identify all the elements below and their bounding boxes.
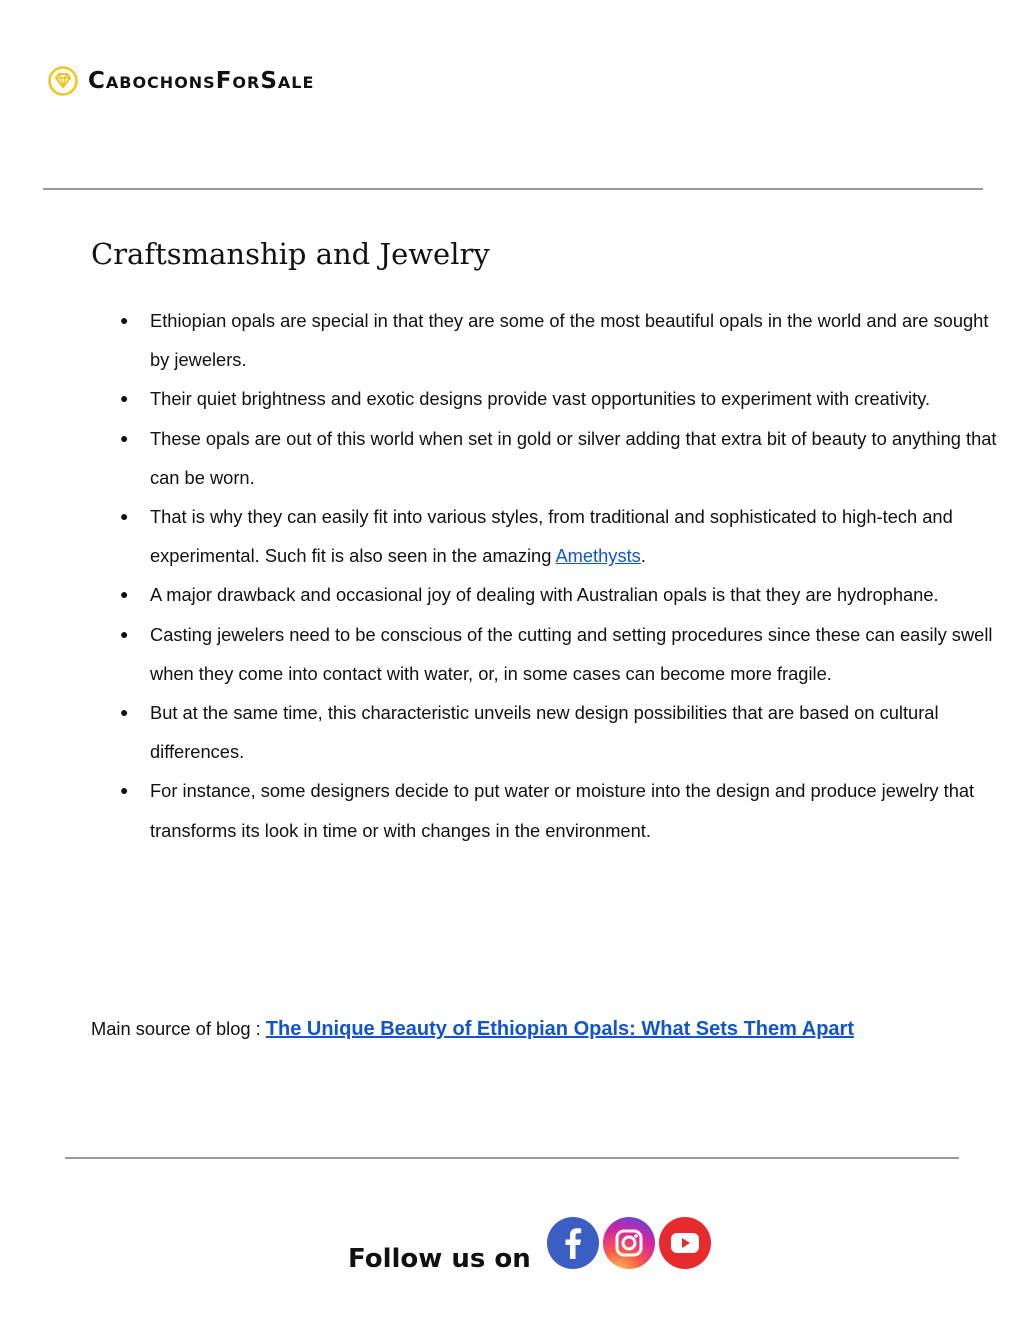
bullet-icon: ● [120, 586, 129, 603]
facebook-icon[interactable] [547, 1217, 599, 1269]
list-item: ● That is why they can easily fit into various styles, from traditional and sophisticated to high-tech and experimental. Such fit is also seen in the amazing Amethysts. [150, 497, 1000, 575]
bullet-icon: ● [120, 312, 129, 328]
bullet-icon: ● [120, 429, 129, 446]
list-item: ● Casting jewelers need to be conscious of the cutting and setting procedures since these can easily swell when they come into contact with water, or, in some cases can become more fragile. [150, 615, 1000, 693]
social-footer [348, 1212, 715, 1274]
list-item: ● For instance, some designers decide to put water or moisture into the design and produce jewelry that transforms its look in time or with changes in the environment. [150, 771, 1000, 849]
bullet-icon: ● [120, 625, 129, 642]
list-item: ● Ethiopian opals are special in that they are some of the most beautiful opals in the world and are sought by jewelers. [150, 301, 1000, 379]
diamond-logo-icon [48, 64, 78, 98]
blog-source [91, 1018, 854, 1041]
header-divider [43, 188, 983, 190]
bullet-icon: ● [120, 704, 129, 721]
list-item: ● These opals are out of this world when set in gold or silver adding that extra bit of beauty to anything that can be worn. [150, 419, 1000, 497]
amethysts-link[interactable]: Amethysts [555, 545, 641, 567]
brand-header [48, 64, 314, 98]
footer-divider [65, 1157, 959, 1159]
list-item: ● Their quiet brightness and exotic designs provide vast opportunities to experiment with creativity. [150, 379, 1000, 418]
bullet-icon: ● [120, 782, 129, 799]
list-item: ● A major drawback and occasional joy of dealing with Australian opals is that they are hydrophane. [150, 575, 1000, 614]
bullet-icon: ● [120, 508, 129, 525]
bullet-icon: ● [120, 390, 129, 407]
bullet-list [120, 301, 1000, 850]
list-item: ● But at the same time, this characteristic unveils new design possibilities that are based on cultural differences. [150, 693, 1000, 771]
follow-us-text: Follow us on [348, 1244, 531, 1274]
source-label: Main source of blog : [91, 1018, 266, 1039]
source-link[interactable]: The Unique Beauty of Ethiopian Opals: What Sets Them Apart [265, 1018, 854, 1040]
youtube-icon[interactable] [659, 1217, 711, 1269]
instagram-icon[interactable] [603, 1217, 655, 1269]
section-title: Craftsmanship and Jewelry [91, 237, 490, 271]
brand-name: CabochonsForSale [88, 68, 315, 94]
